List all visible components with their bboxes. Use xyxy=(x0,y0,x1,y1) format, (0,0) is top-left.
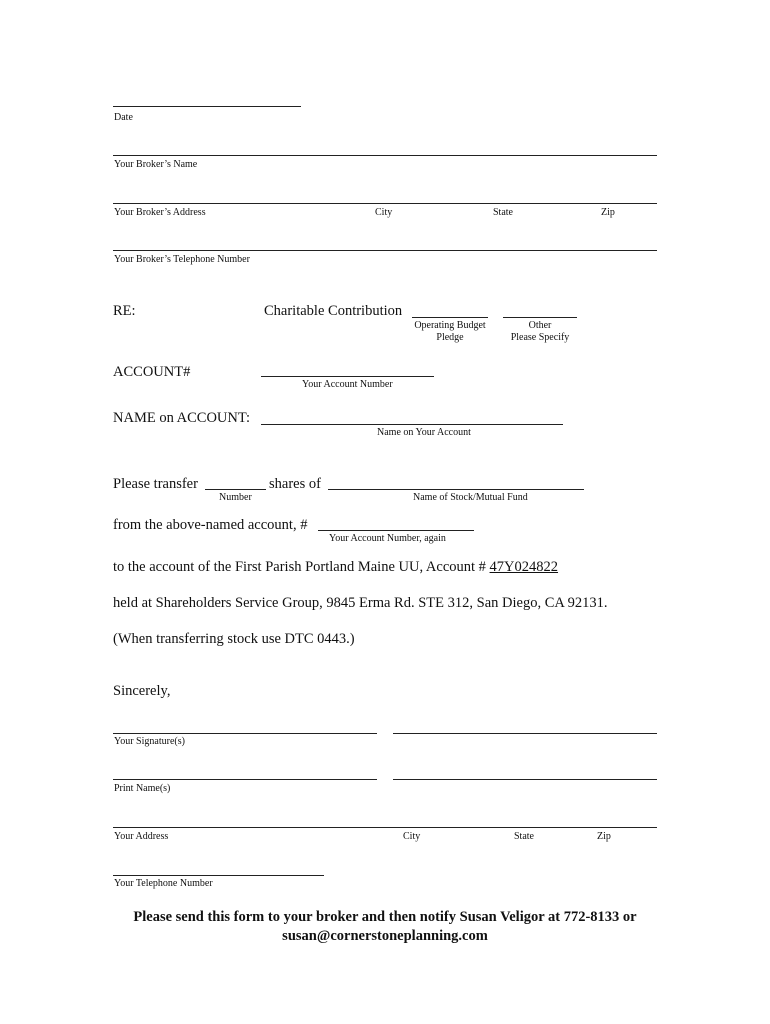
print-name-line-2[interactable] xyxy=(393,779,657,780)
number-caption: Number xyxy=(219,492,252,503)
broker-state-label: State xyxy=(493,207,513,218)
account-again-caption: Your Account Number, again xyxy=(329,533,446,544)
your-city-label: City xyxy=(403,831,421,842)
other-caption-line1: Other xyxy=(528,320,552,331)
footer-notice xyxy=(100,908,670,946)
print-name-line-1[interactable] xyxy=(113,779,377,780)
your-zip-label: Zip xyxy=(597,831,611,842)
your-address-line[interactable] xyxy=(113,827,657,828)
from-account-line[interactable] xyxy=(318,530,474,531)
held-at-text: held at Shareholders Service Group, 9845 Erma Rd. STE 312, San Diego, CA 92131. xyxy=(113,595,608,611)
print-name-label: Print Name(s) xyxy=(114,783,171,794)
operating-budget-caption xyxy=(400,320,500,344)
operating-budget-caption-line2: Pledge xyxy=(436,332,464,343)
footer-notice-line1: Please send this form to your broker and then notify Susan Veligor at 772-8133 or xyxy=(133,909,637,925)
other-caption-line2: Please Specify xyxy=(510,332,570,343)
to-account-text xyxy=(113,558,558,576)
fund-name-line[interactable] xyxy=(328,489,584,490)
re-label: RE: xyxy=(113,303,136,319)
account-number-line[interactable] xyxy=(261,376,434,377)
your-state-label: State xyxy=(514,831,534,842)
charitable-contribution-label: Charitable Contribution xyxy=(264,303,403,319)
broker-phone-label: Your Broker’s Telephone Number xyxy=(114,254,250,265)
date-line[interactable] xyxy=(113,106,301,107)
date-label: Date xyxy=(114,112,133,123)
closing-text: Sincerely, xyxy=(113,683,171,699)
broker-zip-label: Zip xyxy=(601,207,615,218)
name-on-account-caption: Name on Your Account xyxy=(377,427,471,438)
from-account-text: from the above-named account, # xyxy=(113,517,308,533)
broker-address-label: Your Broker’s Address xyxy=(114,207,206,218)
broker-city-label: City xyxy=(375,207,393,218)
signature-line-2[interactable] xyxy=(393,733,657,734)
footer-email: susan@cornerstoneplanning.com xyxy=(282,928,488,944)
shares-of-text: shares of xyxy=(269,476,321,492)
other-caption xyxy=(490,320,590,344)
signature-label: Your Signature(s) xyxy=(114,736,185,747)
broker-name-label: Your Broker’s Name xyxy=(114,159,198,170)
broker-address-line[interactable] xyxy=(113,203,657,204)
to-account-prefix: to the account of the First Parish Portland Maine UU, Account # xyxy=(113,559,486,575)
your-phone-label: Your Telephone Number xyxy=(114,878,213,889)
destination-account-number: 47Y024822 xyxy=(489,559,559,575)
other-line[interactable] xyxy=(503,317,577,318)
dtc-note-text: (When transferring stock use DTC 0443.) xyxy=(113,631,355,647)
your-phone-line[interactable] xyxy=(113,875,324,876)
name-on-account-label: NAME on ACCOUNT: xyxy=(113,410,251,426)
operating-budget-line[interactable] xyxy=(412,317,488,318)
name-on-account-line[interactable] xyxy=(261,424,563,425)
broker-name-line[interactable] xyxy=(113,155,657,156)
account-number-caption: Your Account Number xyxy=(302,379,393,390)
operating-budget-caption-line1: Operating Budget xyxy=(414,320,486,331)
fund-name-caption: Name of Stock/Mutual Fund xyxy=(413,492,528,503)
please-transfer-text: Please transfer xyxy=(113,476,198,492)
broker-phone-line[interactable] xyxy=(113,250,657,251)
your-address-label: Your Address xyxy=(114,831,169,842)
account-label: ACCOUNT# xyxy=(113,364,191,380)
number-of-shares-line[interactable] xyxy=(205,489,266,490)
signature-line-1[interactable] xyxy=(113,733,377,734)
